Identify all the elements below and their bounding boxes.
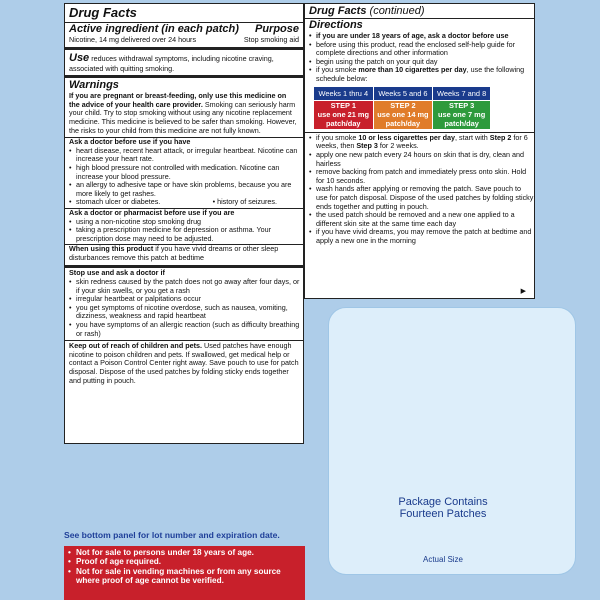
- keep-out-section: [65, 341, 303, 385]
- list-item: • before using this product, read the enclosed self-help guide for complete directions and other information: [309, 41, 534, 58]
- list-item: • using a non-nicotine stop smoking drug: [69, 218, 303, 227]
- list-item-text: for 6 weeks, then: [316, 132, 528, 151]
- list-item: • apply one new patch every 24 hours on skin that is dry, clean and hairless: [309, 151, 534, 168]
- stop-use-heading: Stop use and ask a doctor if: [69, 268, 165, 278]
- directions-list: [305, 32, 534, 84]
- week-header: Weeks 5 and 6: [373, 86, 433, 100]
- purpose-heading: Purpose: [254, 23, 299, 35]
- active-ingredient-line: Nicotine, 14 mg delivered over 24 hours: [69, 35, 197, 44]
- warnings-heading: Warnings: [69, 79, 119, 92]
- list-item: • skin redness caused by the patch does not go away after four days, or if your skin swells, or you get a rash: [69, 278, 303, 295]
- list-item: • Not for sale in vending machines or from any source where proof of age cannot be verified.: [68, 567, 301, 586]
- keep-out-text: Used patches have enough nicotine to poison children and pets. If swallowed, get medical help or contact a Poison Control Center right away. Save pouch to use for patch disposal. Dispose of the used patches by folding sticky ends together and putting in pouch.: [69, 341, 299, 385]
- step-text: use one 7 mg patch/day: [437, 109, 486, 129]
- drug-facts-right-panel: [304, 3, 535, 299]
- step-text: use one 21 mg patch/day: [317, 109, 369, 129]
- when-using-section: [65, 245, 303, 262]
- step-1-cell: [314, 100, 374, 129]
- continued-label: (continued): [369, 5, 425, 17]
- list-item: • remove backing from patch and immediately press onto skin. Hold for 10 seconds.: [309, 168, 534, 185]
- list-item-text: more than 10 cigarettes per day: [358, 65, 467, 75]
- list-item-text: 10 or less cigarettes per day: [358, 132, 456, 142]
- list-item: • if you have vivid dreams, you may remove the patch at bedtime and apply a new one in the morning: [309, 228, 534, 245]
- step-text: use one 14 mg patch/day: [377, 109, 429, 129]
- use-text: reduces withdrawal symptoms, including nicotine craving, associated with quitting smoking.: [69, 53, 274, 73]
- ask-doctor-heading: Ask a doctor before use if you have: [69, 137, 191, 147]
- package-contents: [304, 496, 582, 520]
- list-item: [309, 66, 534, 83]
- step-2-cell: [373, 100, 433, 129]
- week-header: Weeks 1 thru 4: [314, 86, 374, 100]
- ask-pharmacist-heading: Ask a doctor or pharmacist before use if you are: [69, 207, 235, 217]
- list-item-text: Step 2: [489, 132, 512, 142]
- list-item: • Not for sale to persons under 18 years of age.: [68, 548, 301, 557]
- when-using-heading: When using this product: [69, 244, 154, 254]
- week-header: Weeks 7 and 8: [433, 86, 491, 100]
- age-restriction-box: [64, 546, 305, 600]
- use-heading: Use: [69, 51, 90, 64]
- directions-list-2: [305, 133, 534, 246]
- patch-outline: [328, 307, 576, 575]
- list-item: [309, 134, 534, 151]
- stop-use-list: [65, 278, 303, 338]
- patch-area: [304, 299, 582, 599]
- seizures-text: history of seizures.: [217, 197, 277, 207]
- actual-size-label: Actual Size: [422, 555, 464, 564]
- list-item: • irregular heartbeat or palpitations occur: [69, 295, 303, 304]
- package-line-1: Package Contains: [398, 496, 488, 508]
- list-item: • begin using the patch on your quit day: [309, 58, 534, 67]
- ask-doctor-list: [65, 147, 303, 207]
- directions-heading: Directions: [309, 19, 363, 31]
- list-item: • high blood pressure not controlled with medication. Nicotine can increase your blood pressure.: [69, 164, 303, 181]
- when-using-text: if you have vivid dreams or other sleep disturbances remove this patch at bedtime: [69, 244, 279, 262]
- list-item-text: • stomach ulcer or diabetes.: [76, 197, 161, 207]
- right-title: Drug Facts: [309, 5, 367, 17]
- list-item: • you get symptoms of nicotine overdose, such as nausea, vomiting, dizziness, weakness and rapid heartbeat: [69, 304, 303, 321]
- list-item-text: if you smoke: [316, 65, 359, 75]
- list-item: • wash hands after applying or removing the patch. Save pouch to use for patch disposal. Dispose of the used patches by folding sticky ends together and putting in pouch.: [309, 185, 534, 211]
- list-item: • the used patch should be removed and a new one applied to a different skin site at the same time each day: [309, 211, 534, 228]
- list-item: • if you are under 18 years of age, ask a doctor before use: [309, 32, 534, 41]
- continue-arrow-icon: ▶: [520, 288, 526, 295]
- pregnancy-warning-bold: If you are pregnant or breast-feeding, only use this medicine on the advice of your health care provider.: [69, 91, 287, 109]
- step-label: STEP 3: [448, 100, 475, 110]
- active-ingredient-heading: Active ingredient (in each patch): [69, 23, 239, 35]
- step-schedule-table: [313, 86, 491, 130]
- list-item: • an allergy to adhesive tape or have skin problems, because you are more likely to get rashes.: [69, 181, 303, 198]
- step-3-cell: [433, 100, 491, 129]
- list-item-text: for 2 weeks.: [377, 141, 419, 151]
- keep-out-heading: Keep out of reach of children and pets.: [69, 341, 202, 351]
- list-item: [69, 198, 303, 207]
- drug-facts-continued-title: [305, 4, 534, 18]
- list-item: • heart disease, recent heart attack, or irregular heartbeat. Nicotine can increase your heart rate.: [69, 147, 303, 164]
- ask-pharmacist-list: [65, 218, 303, 244]
- purpose-text: Stop smoking aid: [243, 35, 299, 44]
- step-label: STEP 1: [330, 100, 356, 110]
- drug-facts-title: Drug Facts: [69, 5, 137, 20]
- step-label: STEP 2: [390, 100, 416, 110]
- list-item-text: Step 3: [356, 141, 378, 151]
- pregnancy-warning: [65, 92, 303, 135]
- list-item: • taking a prescription medicine for depression or asthma. Your prescription dose may need to be adjusted.: [69, 226, 303, 243]
- package-line-2: Fourteen Patches: [399, 508, 487, 520]
- list-item: • you have symptoms of an allergic reaction (such as difficulty breathing or rash): [69, 321, 303, 338]
- list-item-text: , start with: [455, 132, 490, 142]
- use-section: [65, 50, 303, 74]
- drug-facts-left-panel: [64, 3, 304, 444]
- lot-number-note: See bottom panel for lot number and expiration date.: [64, 530, 280, 540]
- pregnancy-warning-text: Smoking can seriously harm your child. Try to stop smoking without using any nicotine replacement medicine. This medicine is believed to be safer than smoking. However, the risks to your child from this medicine are not fully known.: [69, 99, 297, 135]
- list-item-text: , use the following schedule below:: [316, 65, 525, 83]
- list-item-text: • history of seizures.: [212, 197, 277, 207]
- list-item: • Proof of age required.: [68, 557, 301, 566]
- list-item-text: if you smoke: [316, 132, 359, 142]
